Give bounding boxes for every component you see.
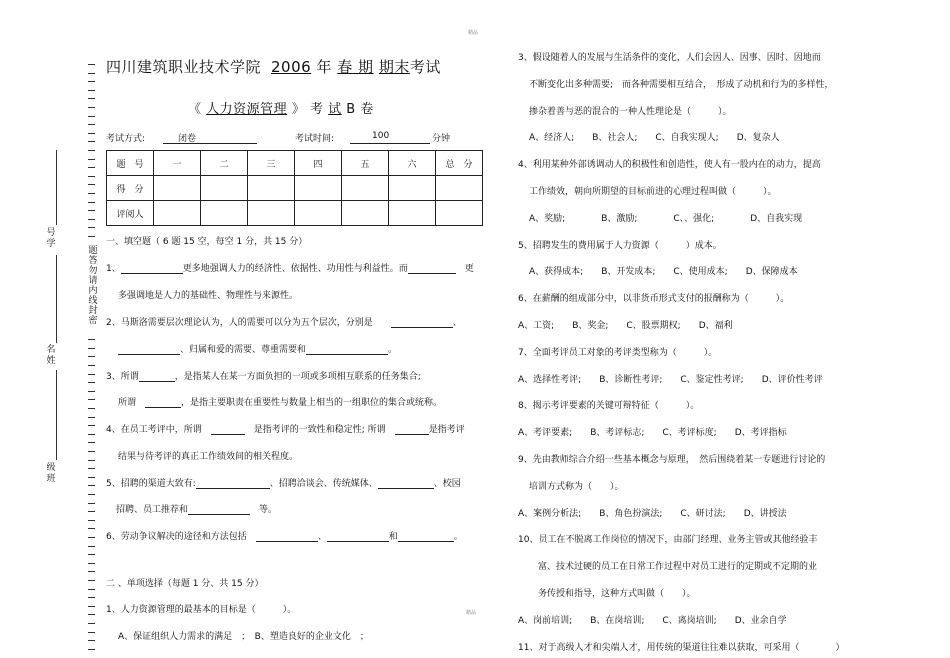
binding-dash [88, 107, 95, 108]
score-header-cell: 一 [154, 151, 201, 176]
right-column-line: 工作绩效，朝向所期望的目标前进的心理过程叫做（ ）。 [529, 187, 777, 197]
binding-dash [88, 442, 95, 443]
binding-dash [88, 537, 95, 538]
right-column-line: 掺杂着善与恶的混合的一种人性理论是（ ）。 [529, 106, 732, 117]
binding-dash [88, 73, 95, 74]
question-1-line2: 多强调地是人力的基础性、物理性与来源性。 [118, 291, 299, 301]
answer-blank [306, 343, 388, 355]
answer-blank [196, 477, 270, 489]
class-label: 级班 [46, 463, 56, 484]
binding-dash [88, 348, 95, 349]
exam-year: 2006 [271, 58, 312, 76]
answer-blank [188, 503, 250, 515]
binding-dash [88, 554, 95, 555]
binding-dash [88, 580, 95, 581]
binding-dash [88, 632, 95, 633]
score-table [106, 150, 483, 226]
binding-line-2 [56, 255, 57, 343]
score-header-cell: 五 [342, 151, 389, 176]
answer-blank [391, 316, 453, 328]
right-column-line: 6、在薪酬的组成部分中，以非货币形式支付的报酬称为（ ）。 [518, 294, 790, 305]
binding-dash [88, 236, 95, 237]
score-table-header-row [107, 151, 483, 176]
score-header-cell: 六 [389, 151, 436, 176]
section2-title: 二 、单项选择（每题 1 分、共 15 分） [106, 579, 264, 589]
binding-dash [88, 98, 95, 99]
binding-dash [88, 339, 95, 340]
right-column-line: 务传授和指导，这种方式叫做（ ）。 [538, 589, 696, 599]
name-label: 名姓 [46, 345, 56, 366]
right-column-line: A、奖励; B、激励; C、、强化; D、自我实现 [529, 213, 803, 224]
right-column-line: 7、全面考评员工对象的考评类型称为（ ）。 [518, 347, 718, 358]
right-column-line: 9、先由教师综合介绍一些基本概念与原理， 然后围绕着某一专题进行讨论的 [518, 455, 826, 465]
binding-dash [88, 133, 95, 134]
right-column-line: A、案例分析法; B、角色扮演法; C、研讨法; D、讲授法 [518, 508, 787, 519]
score-row [107, 176, 483, 201]
score-cell [342, 176, 389, 201]
question-6: 6、劳动争议解决的途径和方法包括 、 和 。 [106, 532, 463, 542]
binding-line-3 [56, 370, 57, 460]
binding-dash [88, 116, 95, 117]
score-header-cell: 二 [201, 151, 248, 176]
right-column-line: 10、员工在不脱离工作岗位的情况下，由部门经理、业务主管或其他经验丰 [518, 535, 818, 546]
grader-cell [201, 201, 248, 226]
question-4-line1: 4、在员工考评中，所谓 是指考评的一致性和稳定性; 所谓 是指考评 [106, 425, 465, 435]
binding-dash [88, 81, 95, 82]
course-title-line: 《 人力资源管理 》 考 试 B 卷 [188, 102, 374, 117]
course-name: 人力资源管理 [206, 102, 288, 117]
score-header-cell: 三 [248, 151, 295, 176]
binding-dash [88, 193, 95, 194]
binding-dash [88, 485, 95, 486]
binding-dash [88, 460, 95, 461]
top-right-mark: 精品 [468, 30, 479, 36]
binding-dash [88, 425, 95, 426]
binding-dash [88, 90, 95, 91]
grader-cell [248, 201, 295, 226]
right-column-line: A、经济人; B、社会人; C、自我实现人; D、复杂人 [529, 133, 780, 144]
right-column-line: 5、招聘发生的费用属于人力资源（ ）成本。 [518, 240, 722, 251]
binding-dash [88, 640, 95, 641]
question-2-line2: 、归属和爱的需要、尊重需要和 。 [118, 342, 397, 355]
score-header-cell: 总 分 [436, 151, 483, 176]
grader-cell [436, 201, 483, 226]
section1-title: 一、填空题（ 6 题 15 空，每空 1 分，共 15 分） [106, 237, 308, 247]
student-id-label: 号学 [46, 228, 56, 249]
right-column-line: 3、假设随着人的发展与生活条件的变化，人们会因人、因事、因时、因地而 [518, 53, 821, 63]
binding-dash [88, 597, 95, 598]
score-cell [295, 176, 342, 201]
binding-dash [88, 408, 95, 409]
right-column-line: 4、利用某种外部诱调动人的积极性和创造性，使人有一股内在的动力，提高 [518, 160, 821, 171]
grader-row [107, 201, 483, 226]
exam-time-unit: 分钟 [432, 134, 451, 144]
score-cell [436, 176, 483, 201]
binding-dash [88, 64, 95, 65]
choice-question-1-options: A、保证组织人力需求的满足 ； B、塑造良好的企业文化 ； [118, 632, 369, 642]
binding-dash [88, 649, 95, 650]
binding-dash [88, 399, 95, 400]
score-cell [201, 176, 248, 201]
binding-dash [88, 614, 95, 615]
binding-dash [88, 528, 95, 529]
answer-blank [256, 530, 318, 542]
answer-blank [327, 530, 389, 542]
answer-blank [118, 343, 180, 355]
answer-blank [121, 262, 183, 274]
right-column-line: A、工资; B、奖金; C、股票期权; D、福利 [518, 321, 733, 331]
answer-blank [395, 423, 429, 435]
binding-line-1 [56, 150, 57, 225]
answer-blank [139, 370, 175, 382]
binding-dash [88, 374, 95, 375]
right-column-line: A、考评要素; B、考评标志; C、考评标度; D、考评指标 [518, 428, 787, 439]
grader-cell [389, 201, 436, 226]
binding-dash [88, 202, 95, 203]
question-5-line2: 招聘、员工推荐和 等。 [116, 505, 278, 515]
score-row-label: 得 分 [107, 176, 154, 201]
binding-dash [88, 141, 95, 142]
exam-time-value: 100 [372, 131, 390, 141]
binding-dash [88, 150, 95, 151]
binding-dash [88, 494, 95, 495]
binding-dash [88, 511, 95, 512]
grader-cell [295, 201, 342, 226]
choice-question-1: 1、人力资源管理的最基本的目标是（ ）。 [106, 605, 297, 615]
exam-time-label: 考试时间: [295, 134, 335, 144]
answer-blank [211, 423, 245, 435]
binding-dash [88, 210, 95, 211]
score-cell [389, 176, 436, 201]
binding-dash [88, 623, 95, 624]
right-column-line: 8、揭示考评要素的关键可辩特征（ ）。 [518, 401, 700, 412]
answer-blank [378, 477, 434, 489]
question-3-line2: 所谓 ，是指主要职责在重要性与数量上相当的一组职位的集合或统称。 [118, 398, 443, 408]
binding-dash [88, 606, 95, 607]
binding-dash [88, 503, 95, 504]
binding-dash [88, 167, 95, 168]
score-cell [154, 176, 201, 201]
question-5-line1: 5、招聘的渠道大致有: 、招聘洽谈会、传统媒体、 、校园 [106, 479, 461, 489]
question-2-line1: 2、马斯洛需要层次理论认为，人的需要可以分为五个层次，分别是 、 [106, 318, 462, 328]
binding-dash [88, 159, 95, 160]
exam-season: 春 期 [337, 58, 374, 76]
binding-dash [88, 124, 95, 125]
exam-mode-underline [163, 143, 257, 144]
right-column-line: A、岗前培训; B、在岗培训; C、离岗培训; D、业余自学 [518, 615, 787, 626]
binding-dash [88, 417, 95, 418]
binding-dash [88, 451, 95, 452]
binding-dash [88, 219, 95, 220]
right-column-line: 11、对于高级人才和尖端人才，用传统的渠道往往难以获取，可采用（ ） [518, 642, 845, 653]
binding-dash [88, 563, 95, 564]
binding-dash [88, 176, 95, 177]
score-header-cell: 四 [295, 151, 342, 176]
right-column-line: 不断变化出多种需要; 而各种需要相互结合， 形成了动机和行为的多样性， [529, 79, 834, 90]
question-1-line1: 1、 更多地强调人力的经济性、依据性、功用性与利益性。而 更 [106, 264, 474, 274]
answer-blank [145, 396, 181, 408]
grader-row-label: 评阅人 [107, 201, 154, 226]
binding-dash [88, 434, 95, 435]
binding-dash [88, 571, 95, 572]
score-cell [248, 176, 295, 201]
binding-dash [88, 382, 95, 383]
answer-blank [408, 262, 456, 274]
school-name: 四川建筑职业技术学院 [106, 58, 262, 76]
binding-dash [88, 227, 95, 228]
page-mark: 精品 [466, 610, 477, 616]
question-4-line2: 结果与待考评的真正工作绩效间的相关程度。 [118, 452, 299, 462]
exam-time-underline [350, 143, 430, 144]
right-column-line: 富、技术过硬的员工在日常工作过程中对员工进行的定期或不定期的业 [538, 562, 818, 573]
binding-dash [88, 520, 95, 521]
grader-cell [154, 201, 201, 226]
score-header-cell: 题 号 [107, 151, 154, 176]
binding-dash [88, 184, 95, 185]
binding-dash [88, 589, 95, 590]
exam-title-line [106, 56, 441, 77]
exam-mode-label: 考试方式: [106, 134, 146, 144]
binding-dash [88, 391, 95, 392]
question-3-line1: 3、所谓 ，是指某人在某一方面负担的一项或多项相互联系的任务集合; [106, 372, 421, 382]
right-column-line: A、选择性考评; B、诊断性考评; C、鉴定性考评; D、评价性考评 [518, 374, 823, 385]
grader-cell [342, 201, 389, 226]
binding-dash [88, 365, 95, 366]
right-column-line: A、获得成本; B、开发成本; C、使用成本; D、保障成本 [529, 267, 798, 278]
exam-period: 期末 [378, 58, 410, 76]
exam-mode-value: 闭卷 [178, 134, 197, 144]
exam-word: 考试 [409, 58, 441, 76]
paper-version: B 卷 [346, 102, 374, 117]
binding-dash [88, 468, 95, 469]
answer-blank [398, 530, 454, 542]
seal-line-text: 题答勿请内线封密 [88, 246, 98, 326]
right-column-line: 培训方式称为（ ）。 [529, 481, 624, 492]
binding-dash [88, 546, 95, 547]
binding-dash [88, 356, 95, 357]
binding-dash [88, 477, 95, 478]
year-word: 年 [316, 58, 332, 76]
